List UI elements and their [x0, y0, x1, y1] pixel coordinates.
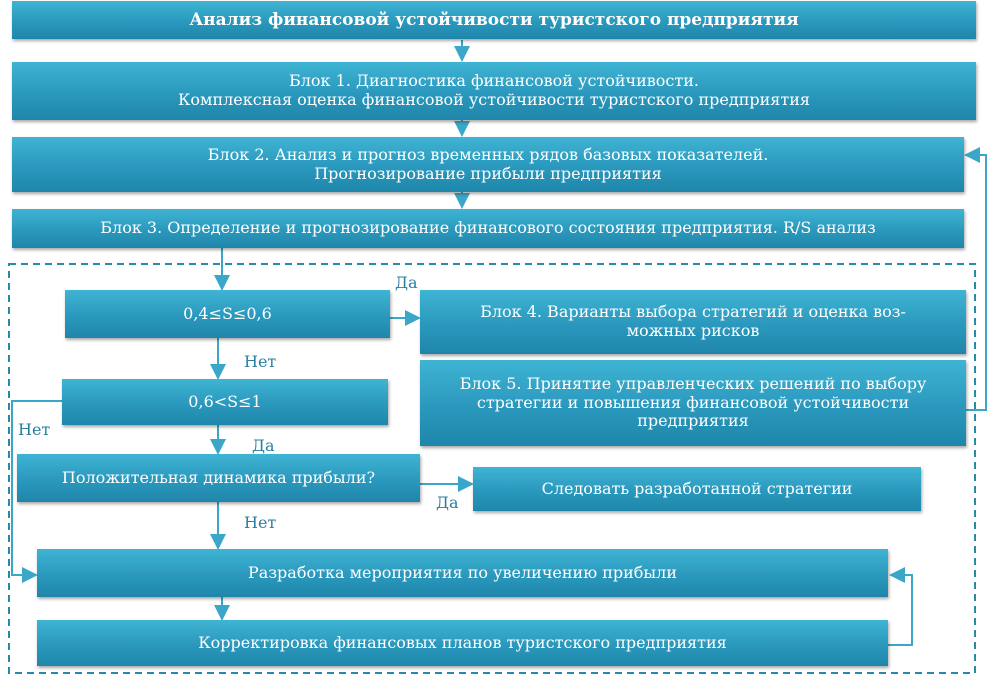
block3-box [12, 209, 964, 248]
label-yes-cond1: Да [395, 273, 418, 292]
block3-text: Блок 3. Определение и прогнозирование финансового состояния предприятия. R/S анализ [100, 218, 876, 238]
block1-box [12, 62, 976, 120]
cond1-text: 0,4≤S≤0,6 [183, 303, 272, 323]
label-yes-cond2: Да [252, 436, 275, 455]
title-box [12, 1, 976, 39]
arrow-adjust-loop [888, 575, 912, 645]
follow-text: Следовать разработанной стратегии [541, 478, 853, 498]
cond3-box [17, 454, 420, 502]
cond2-text: 0,6<S≤1 [188, 391, 262, 411]
block4-line2: можных рисков [626, 321, 760, 340]
cond2-box [62, 379, 388, 425]
block2-line2: Прогнозирование прибыли предприятия [314, 163, 662, 183]
block5-box [420, 360, 966, 446]
title-text: Анализ финансовой устойчивости туристского предприятия [189, 9, 799, 30]
label-no-cond1: Нет [244, 352, 277, 371]
adjust-box [37, 620, 888, 666]
block2-box [12, 137, 964, 192]
block1-line1: Блок 1. Диагностика финансовой устойчивости. [289, 71, 699, 91]
block1-line2: Комплексная оценка финансовой устойчивости туристского предприятия [178, 90, 810, 109]
block5-line1: Блок 5. Принятие управленческих решений по выбору [459, 373, 927, 393]
develop-box [37, 549, 888, 597]
block5-line2: стратегии и повышения финансовой устойчивости [476, 392, 910, 412]
block4-line1: Блок 4. Варианты выбора стратегий и оценка воз- [480, 302, 906, 322]
block4-box [420, 290, 966, 354]
adjust-text: Корректировка финансовых планов туристского предприятия [198, 632, 727, 652]
follow-box [473, 467, 921, 511]
label-yes-cond3: Да [436, 493, 459, 512]
cond3-text: Положительная динамика прибыли? [61, 467, 376, 487]
cond1-box [65, 290, 390, 338]
block5-line3: предприятия [637, 411, 749, 431]
label-no-cond3: Нет [244, 513, 277, 532]
label-no-cond2: Нет [18, 420, 51, 439]
block2-line1: Блок 2. Анализ и прогноз временных рядов базовых показателей. [207, 144, 769, 164]
develop-text: Разработка мероприятия по увеличению прибыли [248, 562, 677, 582]
